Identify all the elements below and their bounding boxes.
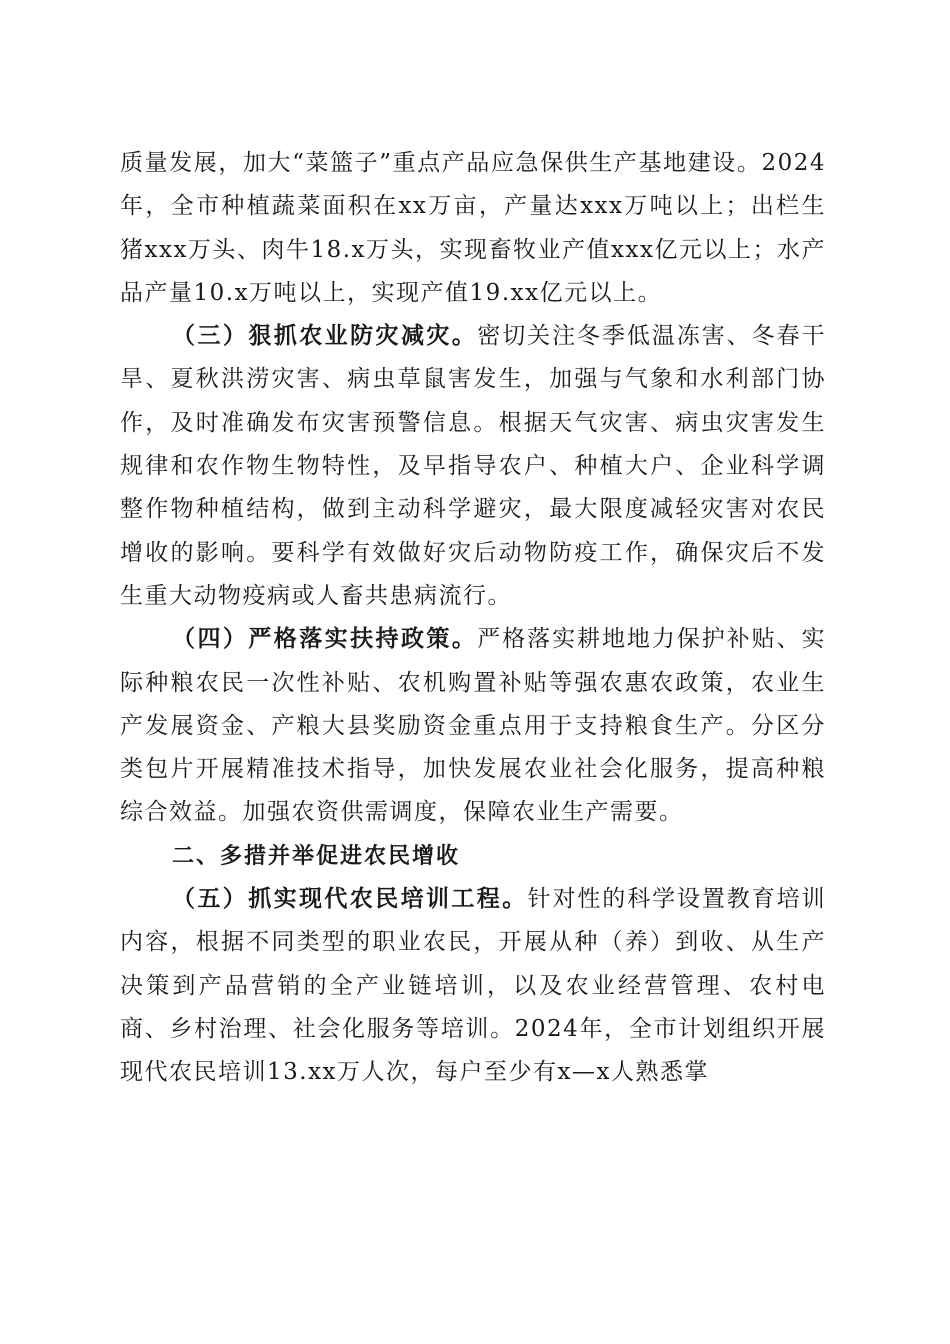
paragraph-text: 质量发展，加大“菜篮子”重点产品应急保供生产基地建设。2024年，全市种植蔬菜面积在xx万亩，产量达xxx万吨以上；出栏生猪xxx万头、肉牛18.x万头，实现畜牧业产值xxx亿元以上；水产品产量10.x万吨以上，实现产值19.xx亿元以上。 — [120, 150, 826, 306]
paragraph-disaster-prevention — [120, 315, 826, 618]
section-heading: 二、多措并举促进农民增收 — [172, 843, 461, 869]
paragraph-support-policy — [120, 618, 826, 834]
paragraph-lead: （三）狠抓农业防灾减灾。 — [172, 323, 478, 350]
paragraph-text: 针对性的科学设置教育培训内容，根据不同类型的职业农民，开展从种（养）到收、从生产决策到产品营销的全产业链培训，以及农业经营管理、农村电商、乡村治理、社会化服务等培训。2024年，全市计划组织开展现代农民培训13.xx万人次，每户至少有x—x人熟悉掌 — [120, 886, 827, 1086]
paragraph-continuation — [120, 142, 826, 315]
paragraph-lead: （四）严格落实扶持政策。 — [172, 626, 478, 653]
paragraph-text: 密切关注冬季低温冻害、冬春干旱、夏秋洪涝灾害、病虫草鼠害发生，加强与气象和水利部门协作，及时准确发布灾害预警信息。根据天气灾害、病虫灾害发生规律和农作物生物特性，及早指导农户、种植大户、企业科学调整作物种植结构，做到主动科学避灾，最大限度减轻灾害对农民增收的影响。要科学有效做好灾后动物防疫工作，确保灾后不发生重大动物疫病或人畜共患病流行。 — [120, 323, 827, 609]
document-body — [120, 142, 826, 1095]
paragraph-lead: （五）抓实现代农民培训工程。 — [172, 886, 528, 913]
paragraph-text: 严格落实耕地地力保护补贴、实际种粮农民一次性补贴、农机购置补贴等强农惠农政策，农业生产发展资金、产粮大县奖励资金重点用于支持粮食生产。分区分类包片开展精准技术指导，加快发展农业社会化服务，提高种粮综合效益。加强农资供需调度，保障农业生产需要。 — [120, 626, 827, 826]
paragraph-farmer-training — [120, 878, 826, 1094]
